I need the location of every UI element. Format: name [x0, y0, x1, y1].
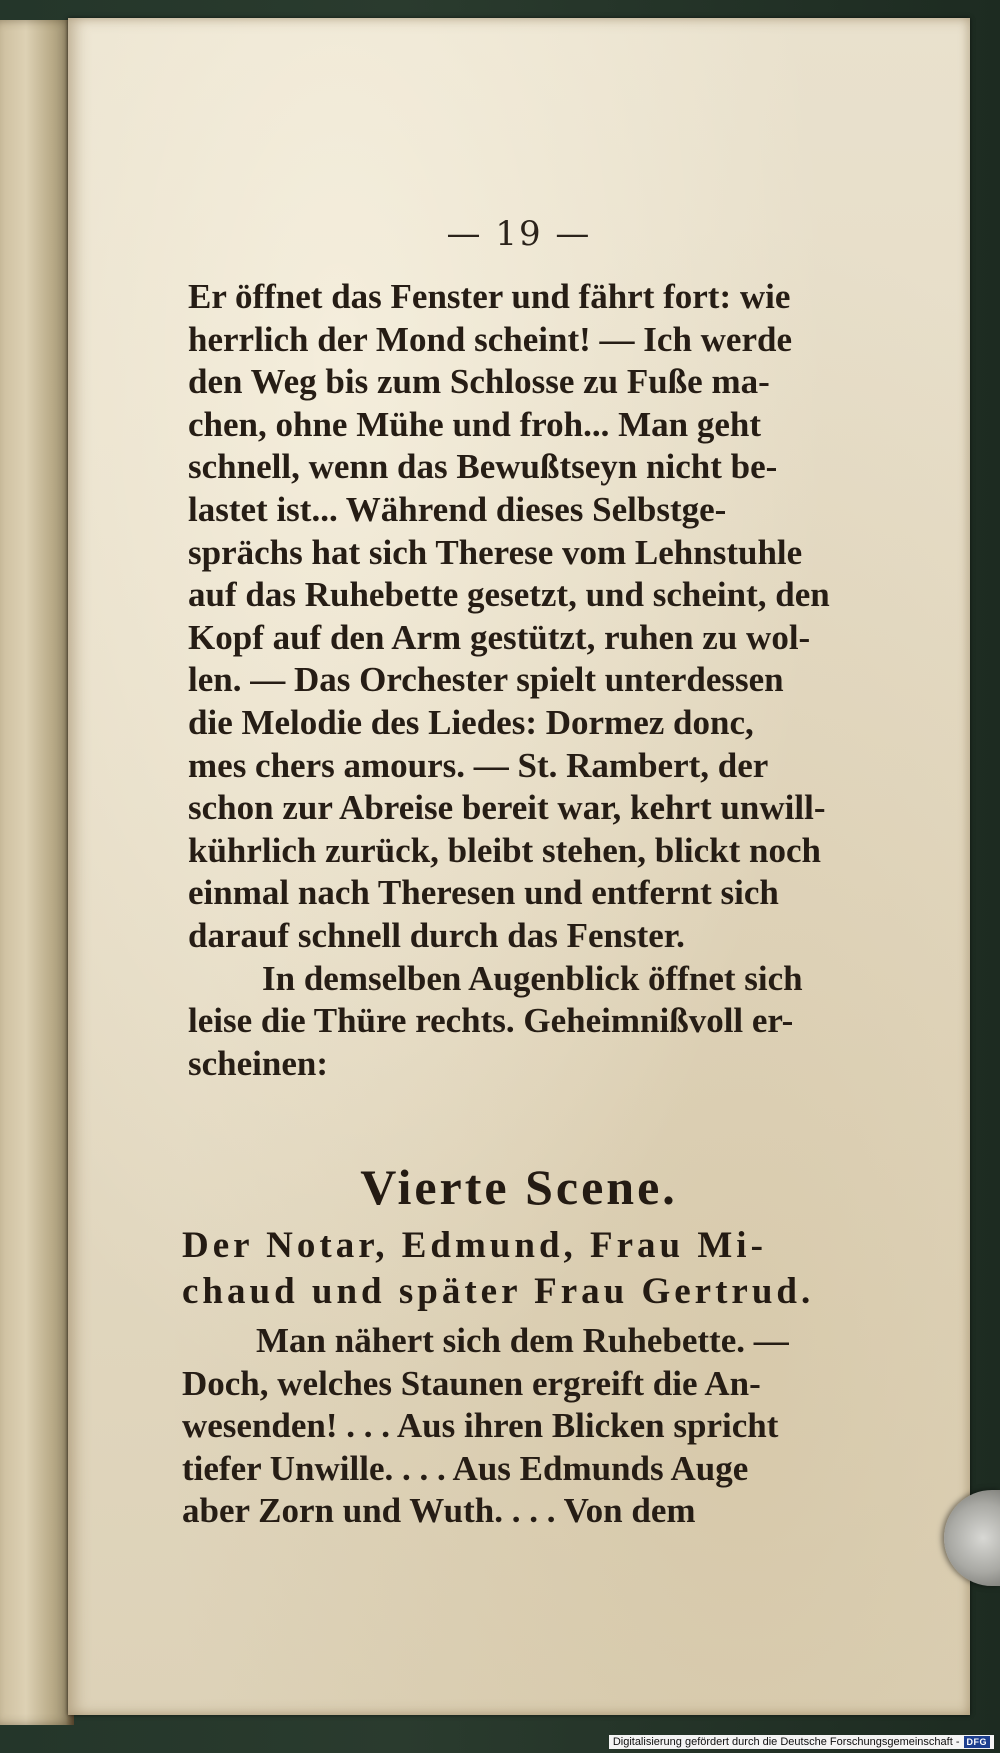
scene-heading: Vierte Scene.: [360, 1159, 678, 1215]
text-line: kührlich zurück, bleibt stehen, blickt noch: [188, 830, 822, 870]
text-line: aber Zorn und Wuth. . . . Von dem: [182, 1491, 696, 1531]
cast-line: Der Notar, Edmund, Frau Mi-: [182, 1225, 767, 1266]
text-line: die Melodie des Liedes: Dormez donc,: [188, 702, 754, 742]
text-line: Er öffnet das Fenster und fährt fort: wie: [188, 277, 791, 316]
cast-list: [182, 1223, 888, 1315]
text-line: Kopf auf den Arm gestützt, ruhen zu wol-: [188, 617, 811, 657]
page-number: — 19 —: [446, 214, 592, 254]
paragraph-stage-direction: [188, 276, 888, 1085]
credit-text: Digitalisierung gefördert durch die Deutsche Forschungsgemeinschaft -: [612, 1736, 960, 1748]
facing-page-edge: [0, 20, 74, 1725]
text-line: einmal nach Theresen und entfernt sich: [188, 873, 779, 913]
text-line: schon zur Abreise bereit war, kehrt unwill-: [188, 788, 826, 828]
text-line: In demselben Augenblick öffnet sich: [262, 958, 803, 998]
text-line: sprächs hat sich Therese vom Lehnstuhle: [188, 532, 803, 572]
text-line: Doch, welches Staunen ergreift die An-: [182, 1363, 761, 1403]
text-line: lastet ist... Während dieses Selbstge-: [188, 489, 727, 529]
text-line: den Weg bis zum Schlosse zu Fuße ma-: [188, 362, 770, 402]
dfg-logo-icon: DFG: [964, 1736, 991, 1748]
text-line: leise die Thüre rechts. Geheimnißvoll er-: [188, 1001, 794, 1041]
text-line: auf das Ruhebette gesetzt, und scheint, den: [188, 575, 830, 615]
text-line: tiefer Unwille. . . . Aus Edmunds Auge: [182, 1448, 749, 1488]
text-line: wesenden! . . . Aus ihren Blicken spricht: [182, 1406, 779, 1446]
book-page: [68, 18, 970, 1715]
text-line: Man nähert sich dem Ruhebette. —: [256, 1321, 789, 1360]
text-line: darauf schnell durch das Fenster.: [188, 915, 685, 955]
text-line: schnell, wenn das Bewußtseyn nicht be-: [188, 447, 778, 487]
text-line: len. — Das Orchester spielt unterdessen: [188, 660, 784, 700]
text-line: herrlich der Mond scheint! — Ich werde: [188, 319, 793, 359]
text-line: mes chers amours. — St. Rambert, der: [188, 745, 769, 785]
digitization-credit: [609, 1735, 994, 1749]
cast-line: chaud und später Frau Gertrud.: [182, 1271, 815, 1312]
text-line: chen, ohne Mühe und froh... Man geht: [188, 404, 762, 444]
paragraph-scene-action: [182, 1320, 888, 1533]
text-line: scheinen:: [188, 1043, 328, 1083]
